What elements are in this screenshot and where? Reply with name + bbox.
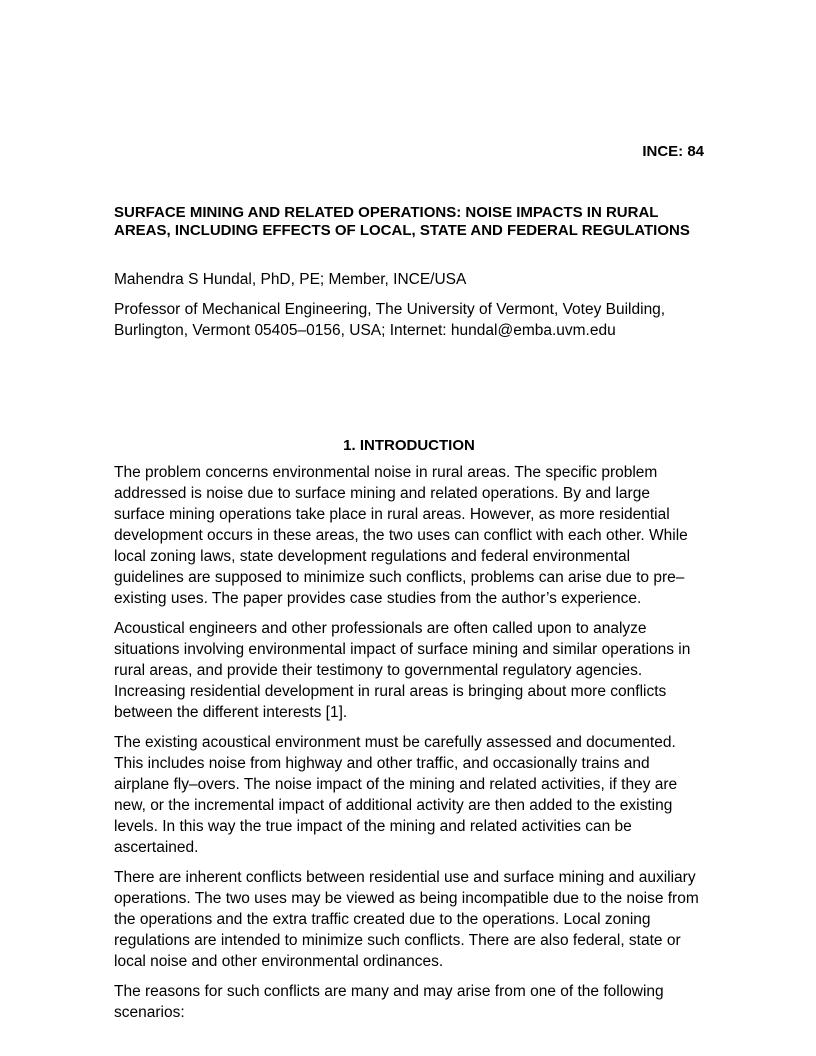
paper-title: SURFACE MINING AND RELATED OPERATIONS: NOISE IMPACTS IN RURAL AREAS, INCLUDING EFFECTS OF LOCAL, STATE AND FEDERAL REGULATIONS — [114, 204, 690, 239]
author-line: Mahendra S Hundal, PhD, PE; Member, INCE/USA — [114, 271, 467, 288]
affiliation-line: Professor of Mechanical Engineering, The University of Vermont, Votey Building, Burlington, Vermont 05405–0156, USA; Internet: hundal@emba.uvm.edu — [114, 301, 666, 339]
paragraph: The reasons for such conflicts are many and may arise from one of the following scenarios: — [114, 983, 664, 1021]
paragraph: There are inherent conflicts between residential use and surface mining and auxiliary operations. The two uses may be viewed as being incompatible due to the noise from the operations and the extra traffic created due to the operations. Local zoning regulations are intended to minimize such conflicts. There are also federal, state or local noise and other environmental ordinances. — [114, 869, 699, 970]
paragraph: Acoustical engineers and other professionals are often called upon to analyze situations involving environmental impact of surface mining and similar operations in rural areas, and provide their testimony to governmental regulatory agencies. Increasing residential development in rural areas is bringing about more conflicts between the different interests [1]. — [114, 620, 691, 721]
section-heading: 1. INTRODUCTION — [343, 437, 475, 454]
paragraph: The existing acoustical environment must be carefully assessed and documented. This includes noise from highway and other traffic, and occasionally trains and airplane fly–overs. The noise impact of the mining and related activities, if they are new, or the incremental impact of additional activity are then added to the existing levels. In this way the true impact of the mining and related activities can be ascertained. — [114, 734, 678, 856]
section-body — [114, 462, 704, 1032]
paragraph: The problem concerns environmental noise in rural areas. The specific problem addressed is noise due to surface mining and related operations. By and large surface mining operations take place in rural areas. However, as more residential development occurs in these areas, the two uses can conflict with each other. While local zoning laws, state development regulations and federal environmental guidelines are supposed to minimize such conflicts, problems can arise due to pre–existing uses. The paper provides case studies from the author’s experience. — [114, 464, 688, 607]
paper-id: INCE: 84 — [642, 143, 704, 160]
